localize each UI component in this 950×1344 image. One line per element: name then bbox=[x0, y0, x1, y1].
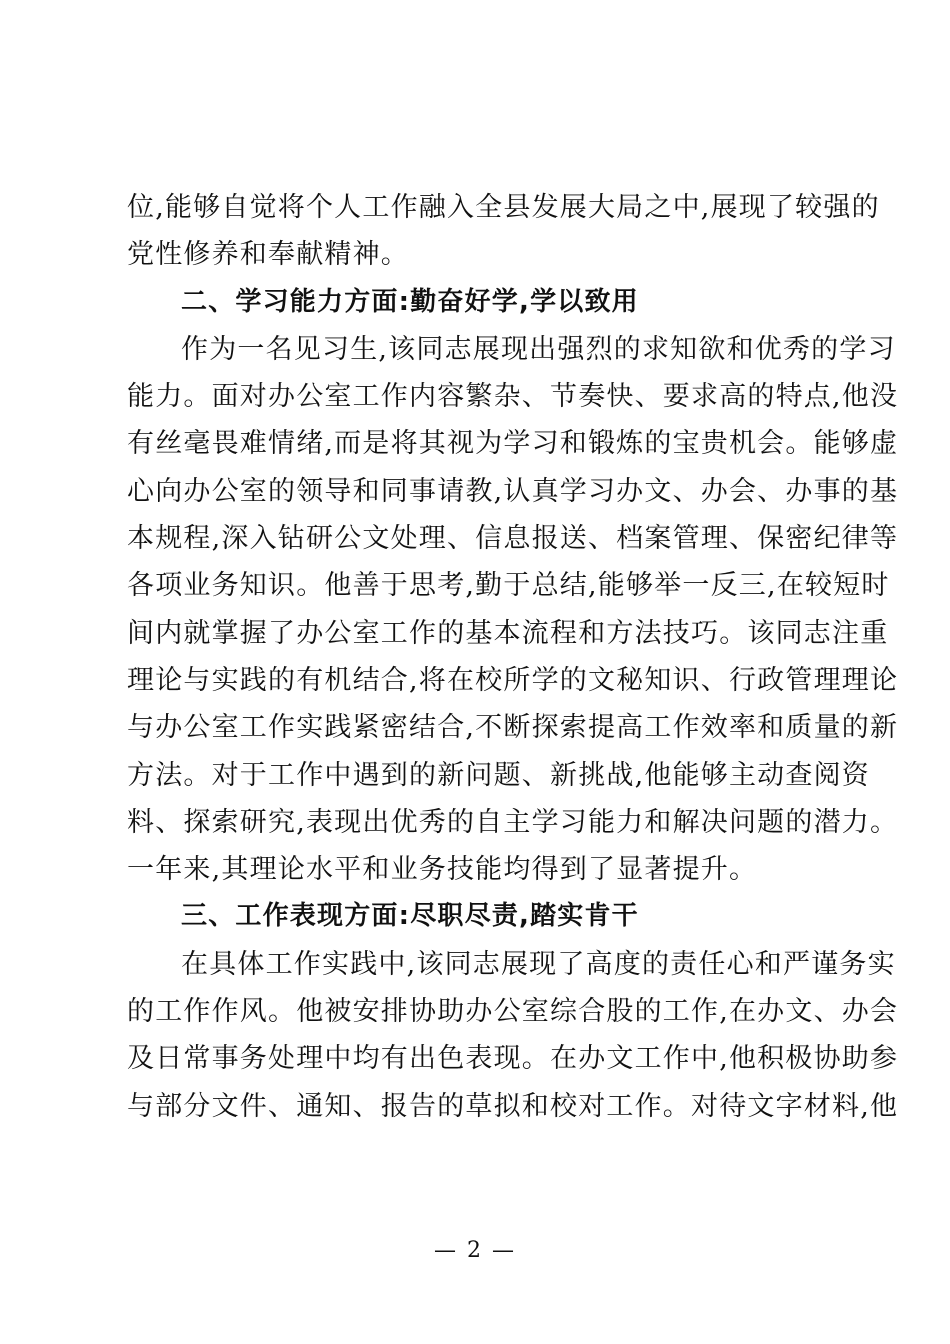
text-line: 心向办公室的领导和同事请教,认真学习办文、办会、办事的基 bbox=[127, 475, 899, 507]
section-heading: 三、工作表现方面:尽职尽责,踏实肯干 bbox=[181, 901, 639, 932]
text-line: 作为一名见习生,该同志展现出强烈的求知欲和优秀的学习 bbox=[181, 333, 896, 365]
text-line: 的工作作风。他被安排协助办公室综合股的工作,在办文、办会 bbox=[127, 996, 899, 1028]
text-line: 有丝毫畏难情绪,而是将其视为学习和锻炼的宝贵机会。能够虚 bbox=[127, 428, 899, 460]
text-line: 党性修养和奉献精神。 bbox=[127, 239, 409, 271]
text-line: 一年来,其理论水平和业务技能均得到了显著提升。 bbox=[127, 854, 758, 886]
text-line: 与部分文件、通知、报告的草拟和校对工作。对待文字材料,他 bbox=[127, 1090, 899, 1122]
text-line: 料、探索研究,表现出优秀的自主学习能力和解决问题的潜力。 bbox=[127, 806, 899, 838]
section-heading: 二、学习能力方面:勤奋好学,学以致用 bbox=[181, 286, 639, 317]
document-body bbox=[127, 184, 899, 1130]
text-line: 理论与实践的有机结合,将在校所学的文秘知识、行政管理理论 bbox=[127, 664, 899, 696]
text-line: 本规程,深入钻研公文处理、信息报送、档案管理、保密纪律等 bbox=[127, 523, 899, 555]
text-line: 能力。面对办公室工作内容繁杂、节奏快、要求高的特点,他没 bbox=[127, 381, 899, 413]
text-line: 与办公室工作实践紧密结合,不断探索提高工作效率和质量的新 bbox=[127, 712, 899, 744]
text-line: 间内就掌握了办公室工作的基本流程和方法技巧。该同志注重 bbox=[127, 617, 889, 649]
text-line: 位,能够自觉将个人工作融入全县发展大局之中,展现了较强的 bbox=[127, 192, 880, 223]
page-number: — 2 — bbox=[434, 1238, 516, 1263]
text-line: 各项业务知识。他善于思考,勤于总结,能够举一反三,在较短时 bbox=[127, 570, 890, 602]
text-line: 及日常事务处理中均有出色表现。在办文工作中,他积极协助参 bbox=[127, 1043, 899, 1075]
text-line: 方法。对于工作中遇到的新问题、新挑战,他能够主动查阅资 bbox=[127, 759, 870, 791]
text-line: 在具体工作实践中,该同志展现了高度的责任心和严谨务实 bbox=[181, 948, 896, 980]
